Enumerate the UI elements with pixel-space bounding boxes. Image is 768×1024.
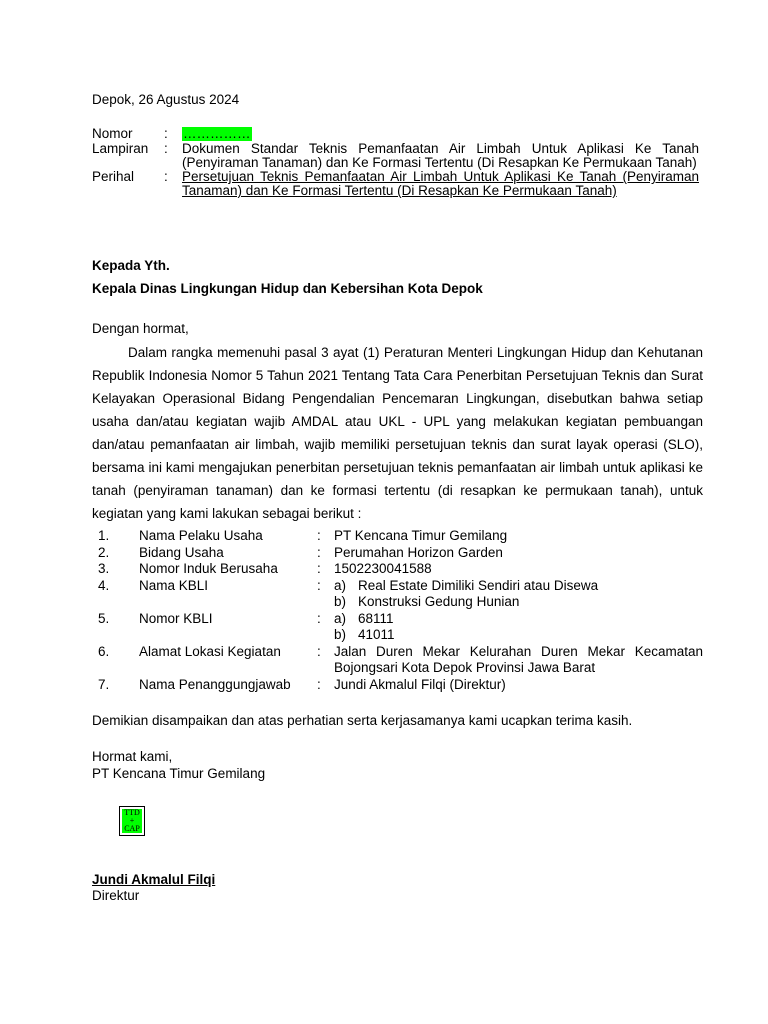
colon: :: [317, 561, 321, 576]
detail-label: Bidang Usaha: [139, 544, 224, 560]
subitem-value: 68111: [358, 610, 394, 626]
detail-subitem: [334, 611, 703, 628]
subitem-value: Konstruksi Gedung Hunian: [358, 594, 520, 609]
signature-stamp-placeholder: [119, 806, 145, 836]
detail-row: [92, 677, 703, 694]
perihal-value: Persetujuan Teknis Pemanfaatan Air Limbah Untuk Aplikasi Ke Tanah (Penyiraman Tanaman) dan Ke Formasi Tertentu (Di Resapkan Ke Permukaan Tanah): [182, 169, 699, 198]
detail-row: [92, 545, 703, 562]
detail-value: [334, 578, 703, 611]
detail-number: 3.: [98, 561, 110, 576]
detail-subitem: [334, 594, 703, 611]
detail-number: 5.: [98, 610, 110, 626]
colon: :: [164, 141, 168, 156]
recipient-line-2: Kepala Dinas Lingkungan Hidup dan Kebersihan Kota Depok: [92, 281, 483, 296]
detail-number: 1.: [98, 528, 110, 543]
subitem-value: 41011: [358, 627, 395, 642]
detail-subitem: [334, 627, 703, 644]
colon: :: [317, 610, 321, 626]
details-list: [92, 528, 703, 693]
colon: :: [317, 544, 321, 560]
detail-number: 6.: [98, 643, 110, 659]
detail-row: [92, 561, 703, 578]
detail-number: 2.: [98, 544, 110, 560]
closing-sentence: Demikian disampaikan dan atas perhatian serta kerjasamanya kami ucapkan terima kasih.: [92, 713, 633, 728]
meta-row-perihal: [92, 170, 699, 198]
colon: :: [164, 126, 168, 141]
perihal-label: Perihal: [92, 169, 135, 184]
meta-row-lampiran: [92, 142, 699, 170]
letter-date: Depok, 26 Agustus 2024: [92, 92, 240, 107]
colon: :: [317, 643, 321, 659]
regards-text: Hormat kami,: [92, 749, 173, 764]
nomor-label: Nomor: [92, 126, 133, 141]
lampiran-value: Dokumen Standar Teknis Pemanfaatan Air Limbah Untuk Aplikasi Ke Tanah (Penyiraman Tanaman) dan Ke Formasi Tertentu (Di Resapkan Ke Permukaan Tanah): [182, 141, 699, 170]
detail-value: [334, 611, 703, 644]
subitem-key: a): [334, 577, 347, 593]
nomor-value-cell: [182, 127, 699, 142]
detail-subitem: [334, 578, 703, 595]
detail-number: 4.: [98, 577, 110, 593]
detail-row: [92, 528, 703, 545]
meta-row-nomor: [92, 127, 699, 142]
letter-meta: [92, 127, 699, 198]
body-paragraph: [92, 341, 703, 525]
recipient-line-1: Kepada Yth.: [92, 258, 170, 273]
detail-label: Alamat Lokasi Kegiatan: [139, 643, 281, 659]
subitem-key: a): [334, 610, 347, 626]
detail-value: PT Kencana Timur Gemilang: [334, 528, 508, 543]
detail-label: Nomor Induk Berusaha: [139, 561, 278, 576]
detail-label: Nama Penanggungjawab: [139, 676, 291, 692]
colon: :: [164, 169, 168, 184]
detail-value: 1502230041588: [334, 561, 432, 576]
regards-block: [92, 748, 265, 782]
company-name: PT Kencana Timur Gemilang: [92, 766, 266, 781]
subitem-value: Real Estate Dimiliki Sendiri atau Disewa: [358, 577, 599, 593]
subitem-key: b): [334, 627, 347, 642]
salutation: Dengan hormat,: [92, 321, 189, 336]
detail-row: [92, 644, 703, 677]
detail-value: Jundi Akmalul Filqi (Direktur): [334, 676, 506, 692]
lampiran-label: Lampiran: [92, 141, 149, 156]
detail-number: 7.: [98, 676, 110, 692]
colon: :: [317, 528, 321, 543]
signer-title: Direktur: [92, 888, 140, 903]
colon: :: [317, 577, 321, 593]
detail-value: Perumahan Horizon Garden: [334, 544, 503, 560]
stamp-text: TTD+ CAP: [122, 809, 142, 833]
signer-name: Jundi Akmalul Filqi: [92, 872, 216, 887]
colon: :: [317, 676, 321, 692]
subitem-key: b): [334, 594, 347, 609]
detail-row: [92, 578, 703, 611]
detail-label: Nama Pelaku Usaha: [139, 528, 263, 543]
detail-value: Jalan Duren Mekar Kelurahan Duren Mekar Kecamatan Bojongsari Kota Depok Provinsi Jawa Barat: [334, 643, 703, 675]
detail-row: [92, 611, 703, 644]
body-text: Dalam rangka memenuhi pasal 3 ayat (1) Peraturan Menteri Lingkungan Hidup dan Kehutanan Republik Indonesia Nomor 5 Tahun 2021 Tentang Tata Cara Penerbitan Persetujuan Teknis dan Surat Kelayakan Operasional Bidang Pengendalian Pencemaran Lingkungan, disebutkan bahwa setiap usaha dan/atau kegiatan wajib AMDAL atau UKL - UPL yang melakukan kegiatan pembuangan dan/atau pemanfaatan air limbah, wajib memiliki persetujuan teknis dan surat layak operasi (SLO), bersama ini kami mengajukan penerbitan persetujuan teknis pemanfaatan air limbah untuk aplikasi ke tanah (penyiraman tanaman) dan ke formasi tertentu (di resapkan ke permukaan tanah), untuk kegiatan yang kami lakukan sebagai berikut :: [92, 345, 703, 521]
detail-label: Nama KBLI: [139, 577, 209, 593]
nomor-value: ……………: [183, 126, 251, 141]
detail-label: Nomor KBLI: [139, 610, 213, 626]
